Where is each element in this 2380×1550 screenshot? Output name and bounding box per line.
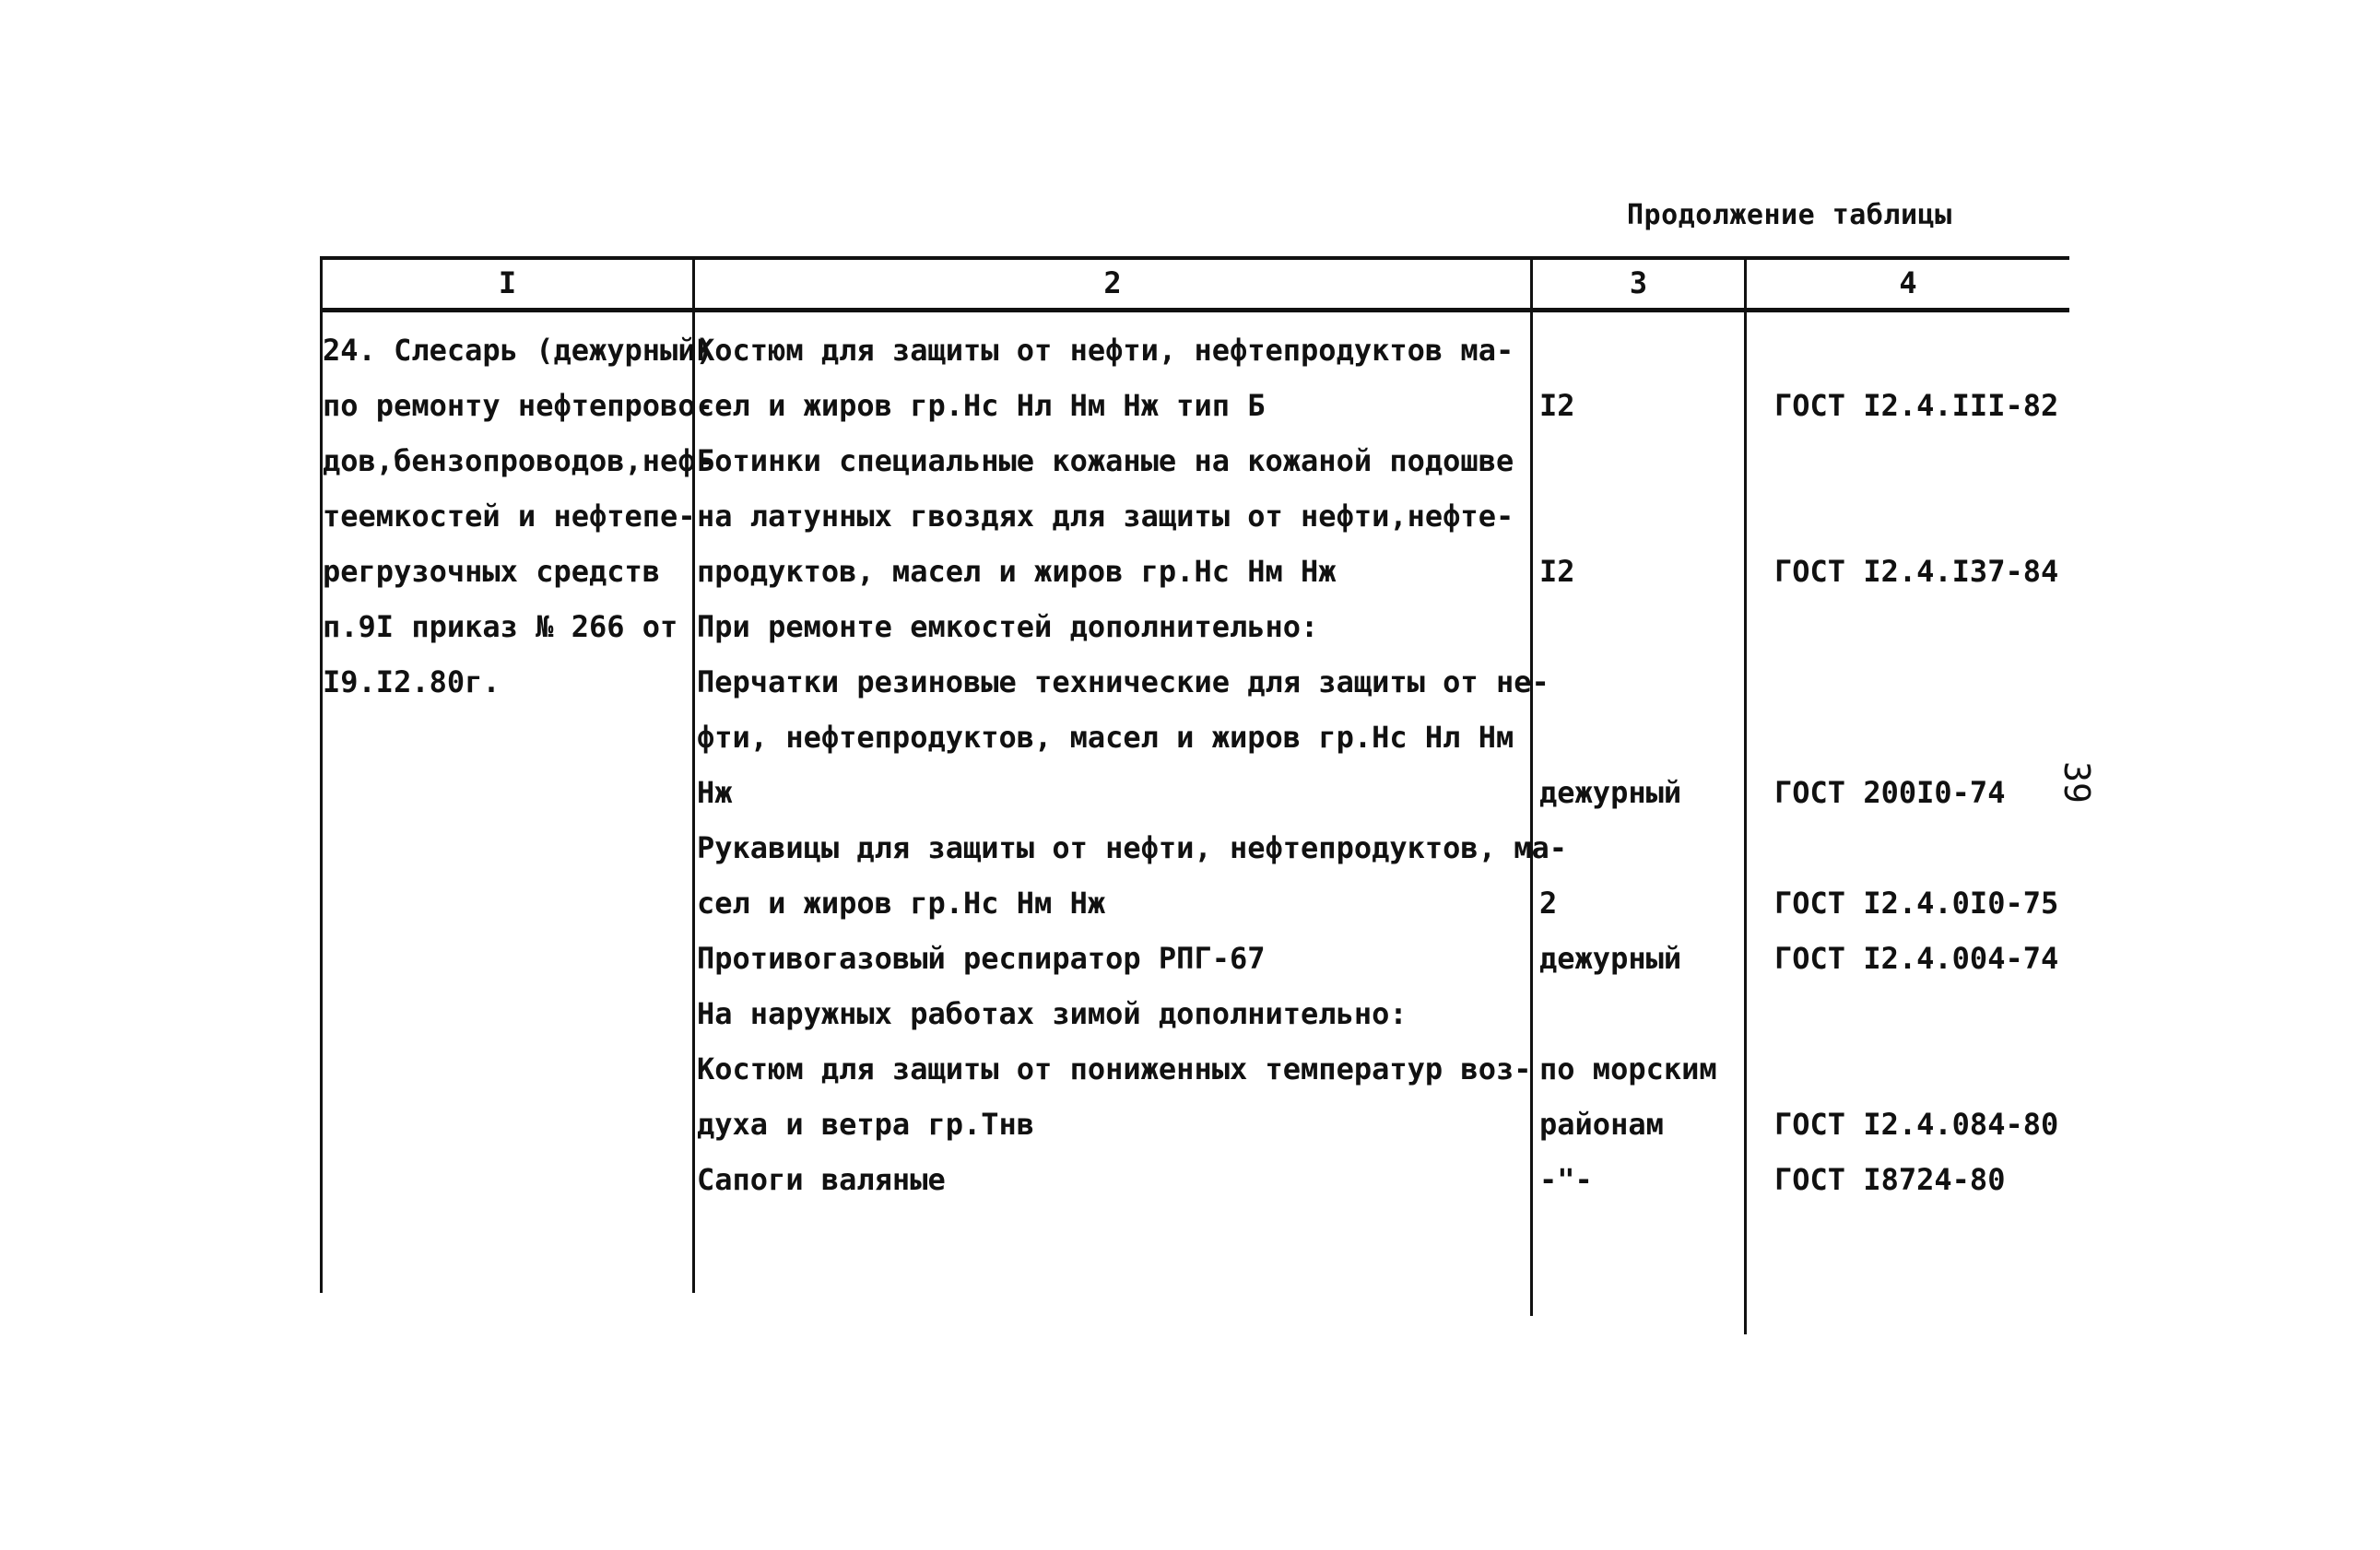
equipment-text: духа и ветра гр.Тнв — [697, 1107, 1035, 1142]
equipment-text: Костюм для защиты от пониженных температур воз- — [697, 1051, 1532, 1086]
header-col-1: I — [498, 265, 517, 300]
profession-line: п.9I приказ № 266 от — [323, 609, 678, 644]
equipment-text: На наружных работах зимой дополнительно: — [697, 996, 1408, 1031]
wear-period: дежурный — [1539, 775, 1682, 810]
gost-standard: ГОСТ I8724-80 — [1774, 1162, 2006, 1197]
profession-line: I9.I2.80г. — [323, 664, 501, 699]
equipment-text: Сапоги валяные — [697, 1162, 946, 1197]
equipment-text: Рукавицы для защиты от нефти, нефтепродуктов, ма- — [697, 830, 1568, 865]
header-bottom-rule — [320, 308, 2069, 312]
profession-line: дов,бензопроводов,неф- — [323, 443, 713, 478]
table-continuation-caption: Продолжение таблицы — [1627, 199, 1952, 231]
equipment-text: Нж — [697, 775, 733, 810]
wear-period: 2 — [1539, 886, 1558, 921]
equipment-text: продуктов, масел и жиров гр.Нс Нм Нж — [697, 554, 1337, 589]
equipment-text: Ботинки специальные кожаные на кожаной подошве — [697, 443, 1514, 478]
header-col-3: 3 — [1629, 265, 1648, 300]
wear-period: -"- — [1539, 1162, 1593, 1197]
gost-standard: ГОСТ I2.4.084-80 — [1774, 1107, 2059, 1142]
wear-period: I2 — [1539, 388, 1575, 423]
profession-line: регрузочных средств — [323, 554, 661, 589]
gost-standard: ГОСТ 200I0-74 — [1774, 775, 2006, 810]
gost-standard: ГОСТ I2.4.I37-84 — [1774, 554, 2059, 589]
column-rule-3-4 — [1744, 256, 1747, 1334]
wear-period: дежурный — [1539, 941, 1682, 976]
header-col-2: 2 — [1103, 265, 1122, 300]
wear-period: по морским — [1539, 1051, 1717, 1086]
header-col-4: 4 — [1899, 265, 1917, 300]
equipment-text: сел и жиров гр.Нс Нл Нм Нж тип Б — [697, 388, 1266, 423]
gost-standard: ГОСТ I2.4.004-74 — [1774, 941, 2059, 976]
gost-standard: ГОСТ I2.4.III-82 — [1774, 388, 2059, 423]
column-rule-2-3 — [1530, 256, 1533, 1316]
equipment-text: Костюм для защиты от нефти, нефтепродуктов ма- — [697, 333, 1514, 368]
equipment-text: Противогазовый респиратор РПГ-67 — [697, 941, 1266, 976]
equipment-text: сел и жиров гр.Нс Нм Нж — [697, 886, 1106, 921]
equipment-text: на латунных гвоздях для защиты от нефти,нефте- — [697, 499, 1514, 534]
wear-period: I2 — [1539, 554, 1575, 589]
equipment-text: фти, нефтепродуктов, масел и жиров гр.Нс Нл Нм — [697, 720, 1514, 755]
gost-standard: ГОСТ I2.4.0I0-75 — [1774, 886, 2059, 921]
profession-line: 24. Слесарь (дежурный) — [323, 333, 713, 368]
equipment-text: Перчатки резиновые технические для защиты от не- — [697, 664, 1549, 699]
wear-period: районам — [1539, 1107, 1664, 1142]
equipment-text: При ремонте емкостей дополнительно: — [697, 609, 1319, 644]
profession-line: по ремонту нефтепрово- — [323, 388, 713, 423]
page-number: 39 — [2056, 761, 2097, 804]
profession-line: теемкостей и нефтепе- — [323, 499, 696, 534]
